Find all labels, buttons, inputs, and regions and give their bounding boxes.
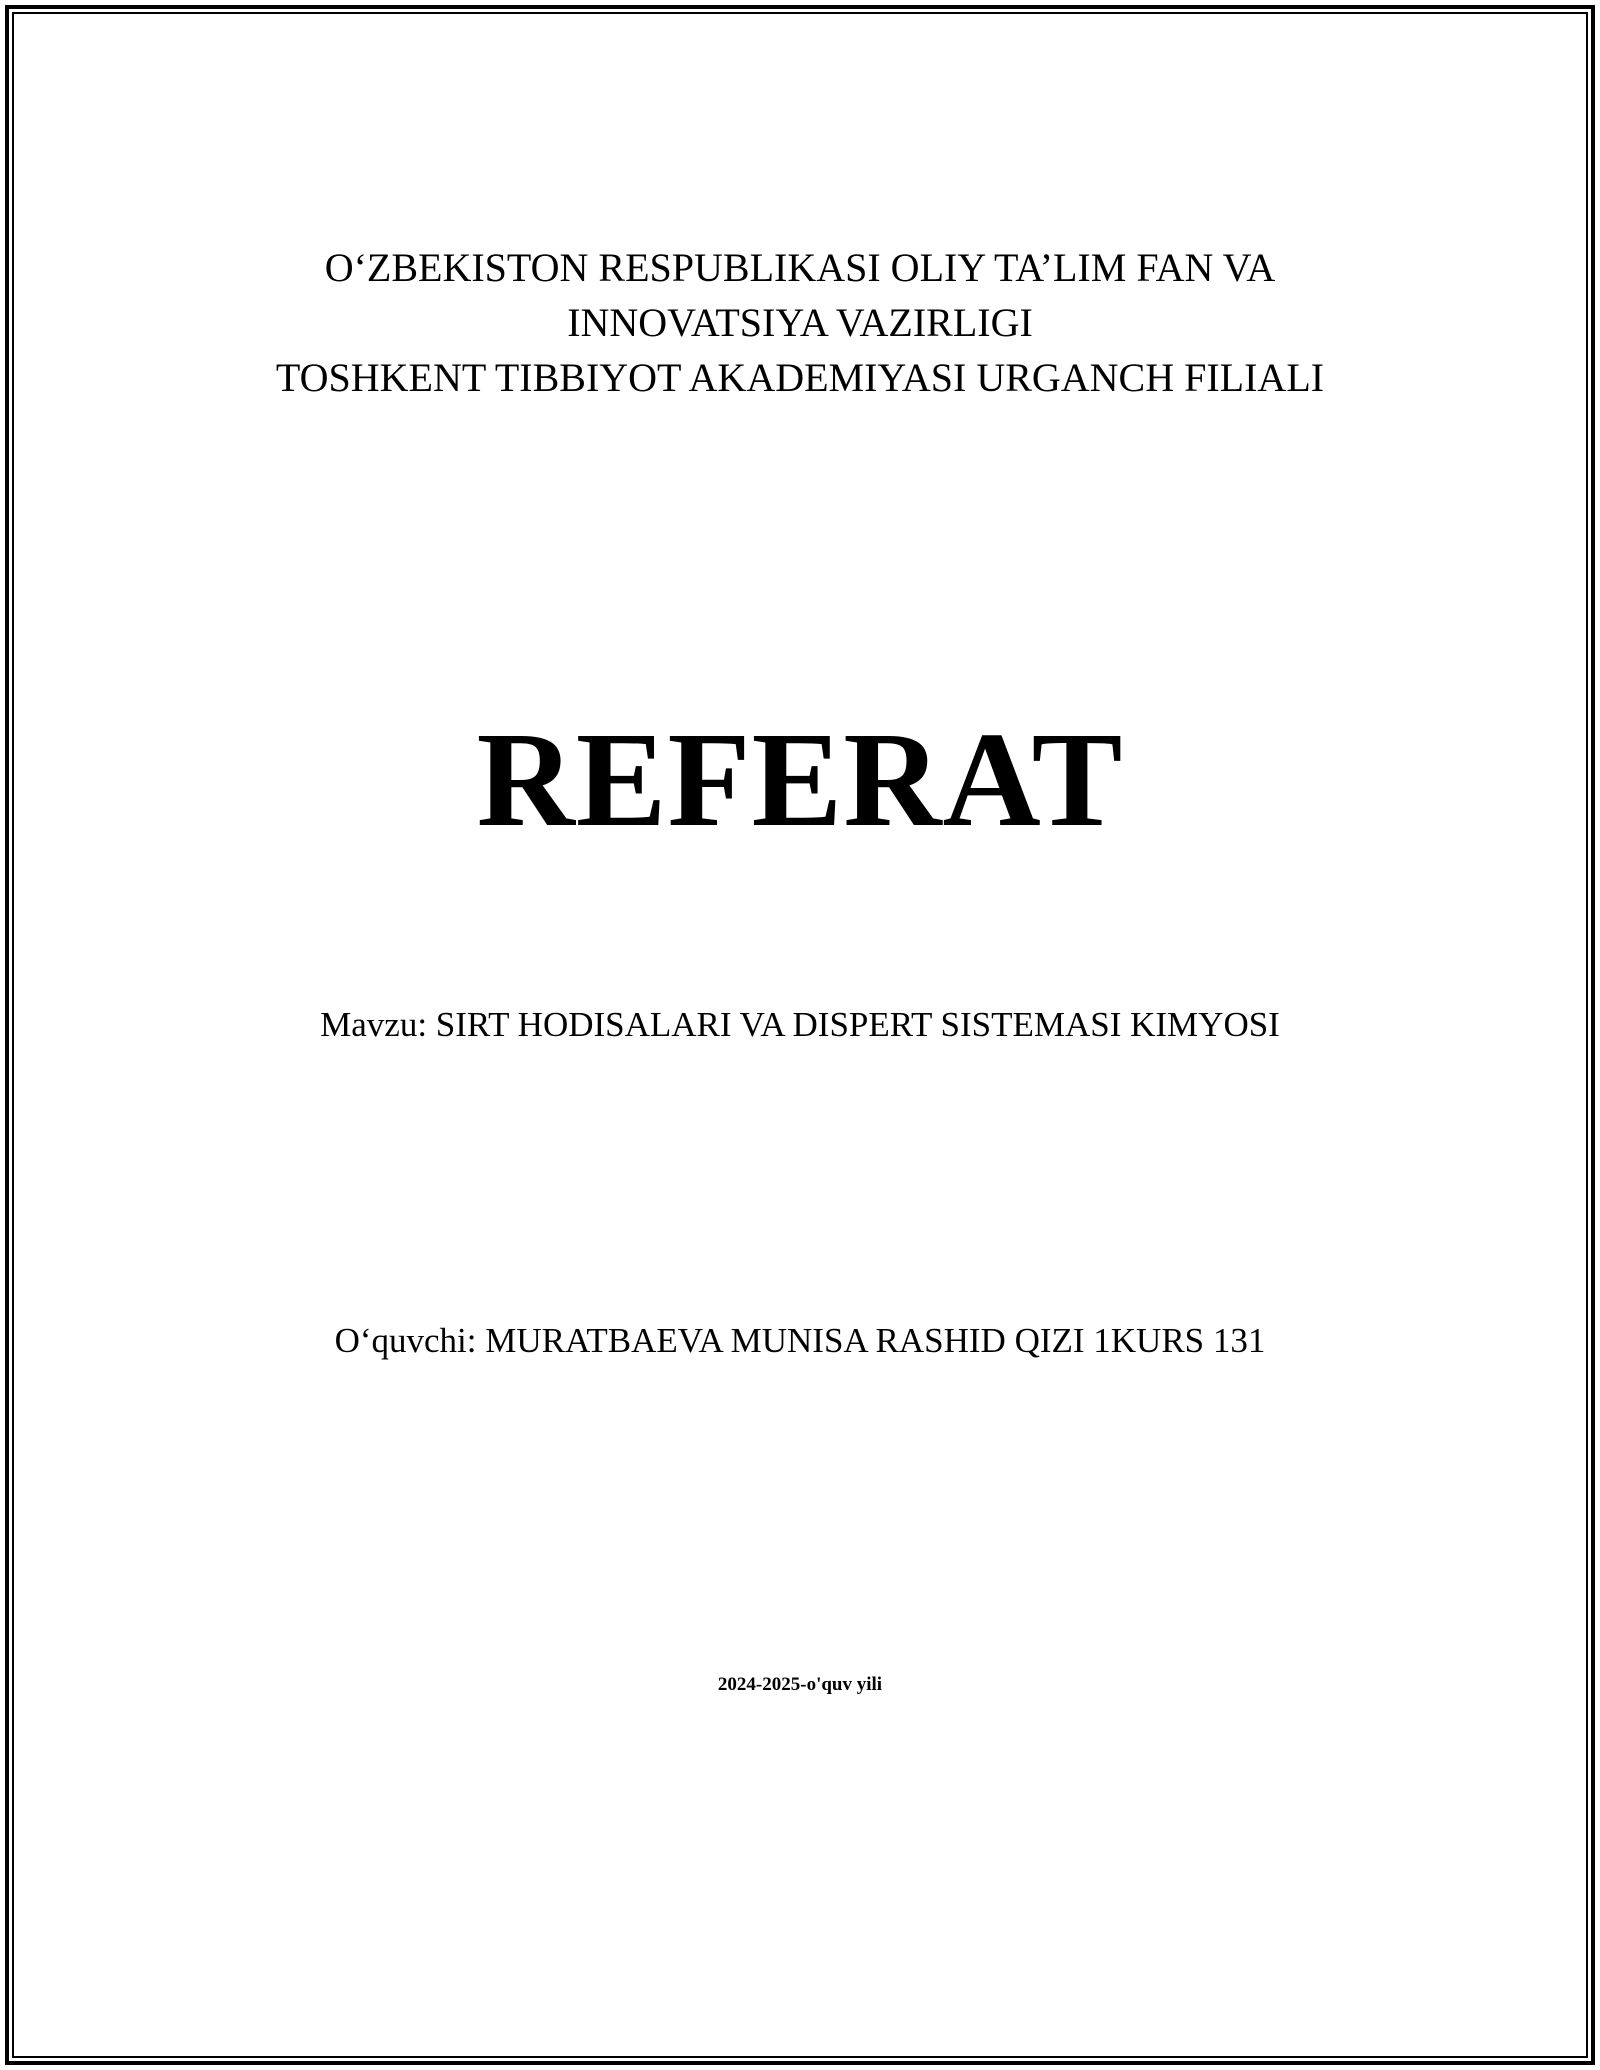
institution-header	[0, 240, 1600, 405]
header-line-ministry: O‘ZBEKISTON RESPUBLIKASI OLIY TA’LIM FAN VA	[324, 245, 1276, 290]
document-title: REFERAT	[476, 705, 1124, 855]
header-line-academy: TOSHKENT TIBBIYOT AKADEMIYASI URGANCH FILIALI	[275, 355, 1325, 400]
student-line: O‘quvchi: MURATBAEVA MUNISA RASHID QIZI 1KURS 131	[334, 1321, 1266, 1360]
header-line-ministry-cont: INNOVATSIYA VAZIRLIGI	[567, 300, 1033, 345]
topic-line: Mavzu: SIRT HODISALARI VA DISPERT SISTEMASI KIMYOSI	[320, 1005, 1280, 1044]
academic-year: 2024-2025-o'quv yili	[717, 1674, 883, 1695]
